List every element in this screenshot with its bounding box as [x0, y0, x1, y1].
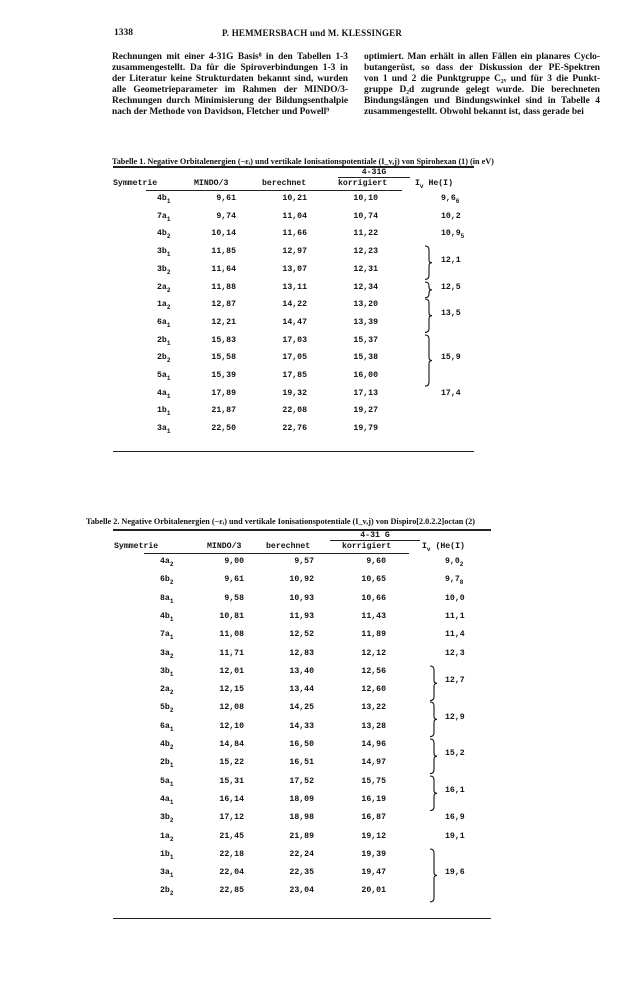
korrigiert-cell: 14,96 — [361, 740, 386, 749]
berechnet-cell: 12,52 — [289, 630, 314, 640]
symmetry-cell: $3b_1$ — [157, 247, 171, 259]
berechnet-cell: 17,85 — [282, 371, 307, 380]
subscript: 2 — [169, 890, 174, 898]
subscript: 1 — [169, 853, 174, 861]
mindo-cell: 11,64 — [211, 264, 236, 274]
subscript: 1 — [166, 375, 171, 382]
korrigiert-cell: 19,39 — [361, 849, 386, 859]
column-header: MINDO/3 — [194, 179, 229, 188]
symmetry-cell: $1a_2$ — [160, 831, 174, 843]
symmetry-cell: $4a_1$ — [160, 794, 174, 806]
mindo-cell: 11,88 — [211, 282, 236, 292]
symmetry-cell: $2a_2$ — [160, 685, 174, 697]
subscript: 2 — [166, 268, 171, 276]
subscript: 2 — [459, 561, 464, 568]
subscript: 2 — [169, 835, 174, 843]
berechnet-cell: 22,35 — [289, 868, 314, 878]
symmetry-cell: $4a_2$ — [160, 557, 174, 568]
korrigiert-cell: 15,37 — [353, 335, 378, 345]
ionisation-value: 11,4 — [445, 630, 465, 640]
mindo-cell: 12,87 — [211, 300, 236, 310]
table1-caption: Tabelle 1. Negative Orbitalenergien (−εᵢ) und vertikale Ionisationspotentiale (I_v,j) von Spirohexan (1) (in eV) — [112, 157, 494, 166]
table-rule-top — [113, 529, 491, 531]
symmetry-cell: $1b_1$ — [160, 849, 174, 861]
korrigiert-cell: 12,34 — [353, 282, 378, 292]
mindo-cell: 10,81 — [219, 611, 244, 621]
berechnet-cell: 18,98 — [289, 813, 314, 823]
korrigiert-cell: 11,43 — [361, 611, 386, 621]
symmetry-cell: $6a_1$ — [157, 317, 171, 329]
symmetry-cell: $3b_2$ — [157, 264, 171, 276]
korrigiert-cell: 16,00 — [353, 371, 378, 380]
subscript: 1 — [166, 215, 171, 223]
text-line: alle Geometrieparameter im Rahmen der MINDO/3- — [112, 84, 348, 95]
berechnet-cell: 9,57 — [294, 557, 314, 566]
subscript: v — [426, 546, 431, 553]
berechnet-cell: 10,21 — [282, 194, 307, 203]
symmetry-cell: $5b_2$ — [160, 703, 174, 715]
korrigiert-cell: 10,65 — [361, 575, 386, 585]
column-header: berechnet — [266, 542, 311, 551]
symmetry-cell: $4b_2$ — [157, 229, 171, 241]
mindo-cell: 11,85 — [211, 247, 236, 257]
mindo-cell: 15,58 — [211, 353, 236, 363]
subscript: 1 — [166, 410, 171, 418]
text-line: von 1 und 2 die Punktgruppe C₂ᵥ und für 3 die Punkt- — [364, 73, 600, 84]
ionisation-value: 12,3 — [445, 648, 465, 658]
mindo-cell: 9,61 — [216, 194, 236, 203]
symmetry-cell: $6a_1$ — [160, 721, 174, 733]
subscript: 2 — [169, 579, 174, 587]
ionisation-value: 12,9 — [445, 712, 465, 722]
subscript: 2 — [169, 652, 174, 660]
mindo-cell: 15,83 — [211, 335, 236, 345]
berechnet-cell: 14,22 — [282, 300, 307, 310]
berechnet-cell: 12,83 — [289, 648, 314, 658]
text-line: butangerüst, so dass der Diskussion der PE-Spektren — [364, 62, 600, 73]
mindo-cell: 22,85 — [219, 886, 244, 896]
subscript: 1 — [169, 615, 174, 623]
ionisation-value: 10,2 — [441, 211, 461, 221]
symmetry-cell: $2b_1$ — [157, 335, 171, 347]
ionisation-value: 15,2 — [445, 749, 465, 759]
korrigiert-cell: 17,13 — [353, 388, 378, 398]
berechnet-cell: 22,24 — [289, 849, 314, 859]
korrigiert-cell: 12,31 — [353, 264, 378, 274]
ionisation-value: $9,6_6$ — [441, 194, 460, 205]
berechnet-cell: 17,52 — [289, 776, 314, 786]
column-header: $I_v$ He(I) — [415, 179, 454, 190]
mindo-cell: 9,58 — [224, 593, 244, 603]
table-rule-bottom — [113, 918, 491, 920]
subscript: 1 — [169, 798, 174, 806]
korrigiert-cell: 12,60 — [361, 685, 386, 695]
korrigiert-cell: 12,12 — [361, 648, 386, 658]
page-number: 1338 — [114, 28, 133, 38]
symmetry-cell: $7a_1$ — [157, 211, 171, 223]
berechnet-cell: 19,32 — [282, 388, 307, 398]
mindo-cell: 12,08 — [219, 703, 244, 713]
symmetry-cell: $7a_1$ — [160, 630, 174, 642]
mindo-cell: 11,08 — [219, 630, 244, 640]
mindo-cell: 12,15 — [219, 685, 244, 695]
berechnet-cell: 23,04 — [289, 886, 314, 896]
ionisation-value: 15,9 — [441, 353, 461, 363]
mindo-cell: 17,89 — [211, 388, 236, 398]
symmetry-cell: $2b_2$ — [157, 353, 171, 365]
subscript: 1 — [169, 597, 174, 605]
subscript: 1 — [169, 872, 174, 880]
subscript: 6 — [455, 198, 460, 205]
group-header: 4-31G — [361, 168, 387, 177]
symmetry-cell: $3a_1$ — [157, 424, 171, 436]
korrigiert-cell: 13,39 — [353, 317, 378, 327]
berechnet-cell: 21,89 — [289, 831, 314, 841]
column-header: berechnet — [262, 179, 307, 188]
symmetry-cell: $2a_2$ — [157, 282, 171, 294]
berechnet-cell: 17,03 — [282, 335, 307, 345]
korrigiert-cell: 15,38 — [353, 353, 378, 363]
text-line: Bindungslängen und Bindungswinkel sind in Tabelle 4 — [364, 95, 600, 106]
berechnet-cell: 14,33 — [289, 721, 314, 731]
mindo-cell: 12,01 — [219, 666, 244, 676]
table2-caption: Tabelle 2. Negative Orbitalenergien (−εᵢ) und vertikale Ionisationspotentiale (I_v,j) von Dispiro[2.0.2.2]octan (2) — [86, 517, 475, 526]
mindo-cell: 11,71 — [219, 648, 244, 658]
symmetry-cell: $6b_2$ — [160, 575, 174, 587]
berechnet-cell: 22,76 — [282, 424, 307, 434]
grouping-brace — [429, 848, 439, 903]
mindo-cell: 9,74 — [216, 211, 236, 221]
subscript: 5 — [460, 233, 465, 241]
column-header: Symmetrie — [114, 542, 159, 551]
subscript: 1 — [166, 339, 171, 347]
berechnet-cell: 16,51 — [289, 758, 314, 768]
grouping-brace — [429, 665, 439, 702]
subscript: 2 — [166, 304, 171, 312]
subscript: v — [419, 183, 424, 190]
text-line: nach der Methode von Davidson, Fletcher und Powell⁹ — [112, 106, 330, 117]
korrigiert-cell: 12,56 — [361, 666, 386, 676]
subscript: 8 — [459, 579, 464, 587]
mindo-cell: 22,18 — [219, 849, 244, 859]
ionisation-value: 17,4 — [441, 388, 461, 398]
subscript: 1 — [169, 762, 174, 770]
ionisation-value: 13,5 — [441, 309, 461, 319]
symmetry-cell: $4b_1$ — [157, 194, 171, 205]
korrigiert-cell: 13,20 — [353, 300, 378, 310]
korrigiert-cell: 19,27 — [353, 406, 378, 416]
subscript: 1 — [166, 251, 171, 259]
subscript: 1 — [166, 198, 171, 205]
symmetry-cell: $3a_1$ — [160, 868, 174, 880]
symmetry-cell: $3b_2$ — [160, 813, 174, 825]
subscript: 1 — [166, 321, 171, 329]
text-line: zusammengestellt. Da für die Spiroverbindungen 1-3 in — [112, 62, 348, 73]
mindo-cell: 21,87 — [211, 406, 236, 416]
berechnet-cell: 11,93 — [289, 611, 314, 621]
grouping-brace — [429, 701, 439, 738]
symmetry-cell: $1a_2$ — [157, 300, 171, 312]
berechnet-cell: 13,40 — [289, 666, 314, 676]
subscript: 2 — [166, 233, 171, 241]
subscript: 2 — [169, 689, 174, 697]
subscript: 1 — [166, 428, 171, 436]
table-header-rule — [144, 553, 409, 554]
symmetry-cell: $4a_1$ — [157, 388, 171, 400]
subscript: 1 — [169, 670, 174, 678]
berechnet-cell: 11,04 — [282, 211, 307, 221]
korrigiert-cell: 16,87 — [361, 813, 386, 823]
ionisation-value: 19,1 — [445, 831, 465, 841]
symmetry-cell: $3b_1$ — [160, 666, 174, 678]
ionisation-value: 16,9 — [445, 813, 465, 823]
mindo-cell: 22,04 — [219, 868, 244, 878]
korrigiert-cell: 13,28 — [361, 721, 386, 731]
mindo-cell: 9,61 — [224, 575, 244, 585]
symmetry-cell: $4b_1$ — [160, 611, 174, 623]
group-header-rule — [330, 540, 420, 541]
berechnet-cell: 11,66 — [282, 229, 307, 239]
column-header: Symmetrie — [113, 179, 158, 188]
mindo-cell: 9,00 — [224, 557, 244, 566]
mindo-cell: 21,45 — [219, 831, 244, 841]
text-line: der Literatur keine Strukturdaten bekannt sind, wurden — [112, 73, 348, 84]
berechnet-cell: 12,97 — [282, 247, 307, 257]
running-head: P. HEMMERSBACH und M. KLESSINGER — [221, 28, 403, 38]
mindo-cell: 16,14 — [219, 794, 244, 804]
mindo-cell: 10,14 — [211, 229, 236, 239]
berechnet-cell: 18,09 — [289, 794, 314, 804]
korrigiert-cell: 15,75 — [361, 776, 386, 786]
text-line: Rechnungen mit einer 4-31G Basis⁸ in den Tabellen 1-3 — [112, 52, 348, 62]
symmetry-cell: $4b_2$ — [160, 740, 174, 751]
mindo-cell: 15,31 — [219, 776, 244, 786]
column-header: korrigiert — [338, 179, 388, 188]
text-line: optimiert. Man erhält in allen Fällen ein planares Cyclo- — [364, 52, 600, 62]
korrigiert-cell: 10,10 — [353, 194, 378, 203]
mindo-cell: 14,84 — [219, 740, 244, 749]
berechnet-cell: 13,07 — [282, 264, 307, 274]
column-header: MINDO/3 — [207, 542, 242, 551]
mindo-cell: 12,21 — [211, 317, 236, 327]
korrigiert-cell: 10,74 — [353, 211, 378, 221]
mindo-cell: 15,22 — [219, 758, 244, 768]
subscript: 2 — [169, 561, 174, 568]
korrigiert-cell: 9,60 — [366, 557, 386, 566]
berechnet-cell: 22,08 — [282, 406, 307, 416]
ionisation-value: 11,1 — [445, 611, 465, 621]
berechnet-cell: 14,47 — [282, 317, 307, 327]
ionisation-value: $9,0_2$ — [445, 557, 464, 568]
text-line: zusammengestellt. Obwohl bekannt ist, dass gerade bei — [364, 106, 584, 117]
subscript: 1 — [166, 392, 171, 400]
subscript: 1 — [169, 780, 174, 788]
korrigiert-cell: 20,01 — [361, 886, 386, 896]
ionisation-value: 12,7 — [445, 675, 465, 685]
korrigiert-cell: 13,22 — [361, 703, 386, 713]
subscript: 1 — [169, 634, 174, 642]
grouping-brace — [429, 738, 439, 775]
korrigiert-cell: 12,23 — [353, 247, 378, 257]
berechnet-cell: 17,05 — [282, 353, 307, 363]
mindo-cell: 22,50 — [211, 424, 236, 434]
ionisation-value: $9,7_8$ — [445, 575, 464, 587]
ionisation-value: 16,1 — [445, 785, 465, 795]
subscript: 2 — [169, 744, 174, 751]
column-header: $I_v$ (He(I) — [422, 542, 465, 553]
korrigiert-cell: 10,66 — [361, 593, 386, 603]
berechnet-cell: 13,44 — [289, 685, 314, 695]
korrigiert-cell: 19,79 — [353, 424, 378, 434]
berechnet-cell: 10,92 — [289, 575, 314, 585]
symmetry-cell: $2b_2$ — [160, 886, 174, 898]
subscript: 2 — [166, 357, 171, 365]
ionisation-value: 19,6 — [445, 868, 465, 878]
korrigiert-cell: 19,12 — [361, 831, 386, 841]
subscript: 1 — [169, 725, 174, 733]
ionisation-value: $10,9_5$ — [441, 229, 465, 241]
ionisation-value: 12,5 — [441, 282, 461, 292]
subscript: 2 — [166, 286, 171, 294]
text-line: gruppe D₂d zugrunde gelegt wurde. Die berechneten — [364, 84, 600, 95]
mindo-cell: 15,39 — [211, 371, 236, 380]
symmetry-cell: $5a_1$ — [160, 776, 174, 788]
text-line: Rechnungen durch Minimisierung der Bildungsenthalpie — [112, 95, 348, 106]
berechnet-cell: 16,50 — [289, 740, 314, 749]
symmetry-cell: $1b_1$ — [157, 406, 171, 418]
group-header: 4-31 G — [360, 531, 390, 540]
korrigiert-cell: 19,47 — [361, 868, 386, 878]
grouping-brace — [429, 775, 439, 812]
berechnet-cell: 13,11 — [282, 282, 307, 292]
ionisation-value: 10,0 — [445, 593, 465, 603]
column-header: korrigiert — [342, 542, 392, 551]
symmetry-cell: $8a_1$ — [160, 593, 174, 605]
korrigiert-cell: 11,22 — [353, 229, 378, 239]
korrigiert-cell: 11,89 — [361, 630, 386, 640]
mindo-cell: 17,12 — [219, 813, 244, 823]
berechnet-cell: 14,25 — [289, 703, 314, 713]
korrigiert-cell: 14,97 — [361, 758, 386, 768]
berechnet-cell: 10,93 — [289, 593, 314, 603]
symmetry-cell: $5a_1$ — [157, 371, 171, 382]
korrigiert-cell: 16,19 — [361, 794, 386, 804]
subscript: 2 — [169, 817, 174, 825]
ionisation-value: 12,1 — [441, 255, 461, 265]
symmetry-cell: $3a_2$ — [160, 648, 174, 660]
symmetry-cell: $2b_1$ — [160, 758, 174, 770]
subscript: 2 — [169, 707, 174, 715]
mindo-cell: 12,10 — [219, 721, 244, 731]
